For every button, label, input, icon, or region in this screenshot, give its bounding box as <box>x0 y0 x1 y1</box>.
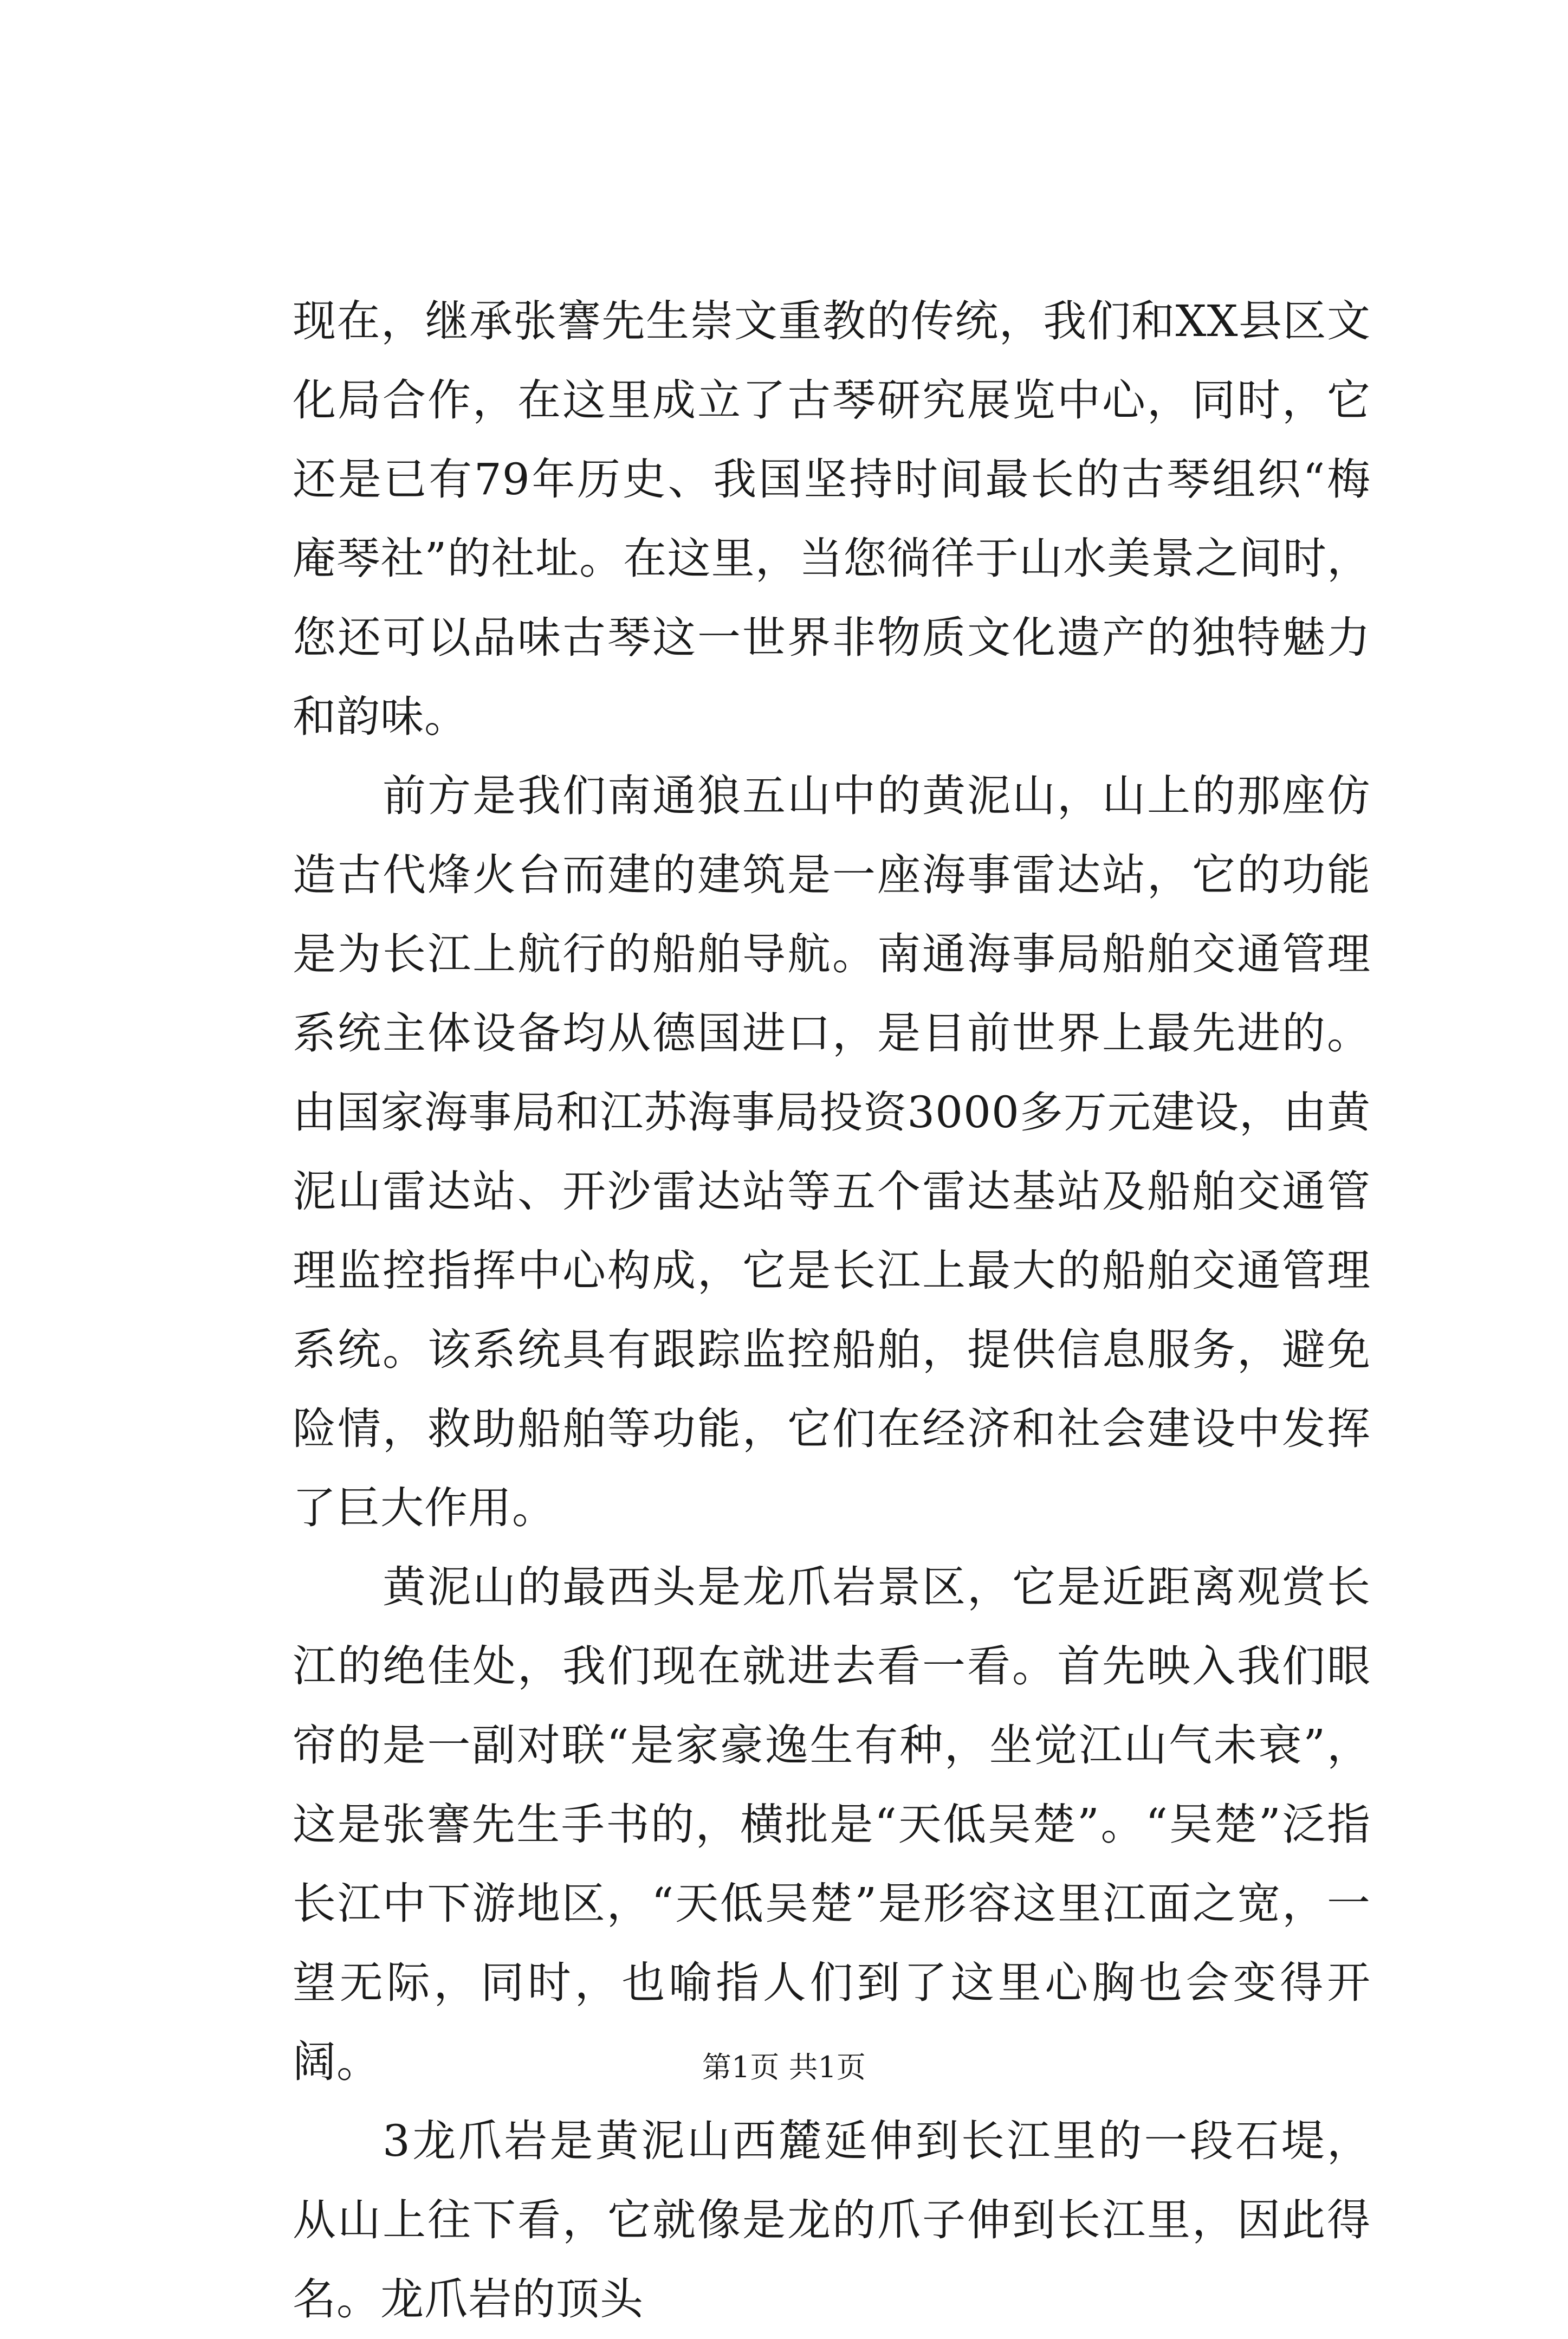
paragraph-4: 3龙爪岩是黄泥山西麓延伸到长江里的一段石堤，从山上往下看，它就像是龙的爪子伸到长江里，因此得名。龙爪岩的顶头 <box>293 2116 1371 2324</box>
document-body <box>293 282 1371 2339</box>
paragraph-3: 黄泥山的最西头是龙爪岩景区，它是近距离观赏长江的绝佳处，我们现在就进去看一看。首先映入我们眼帘的是一副对联“是家豪逸生有种，坐觉江山气未衰”，这是张謇先生手书的，横批是“天低吴楚”。“吴楚”泛指长江中下游地区，“天低吴楚”是形容这里江面之宽，一望无际，同时，也喻指人们到了这里心胸也会变得开阔。 <box>293 1562 1371 2087</box>
paragraph-1: 现在，继承张謇先生崇文重教的传统，我们和XX县区文化局合作，在这里成立了古琴研究展览中心，同时，它还是已有79年历史、我国坚持时间最长的古琴组织“梅庵琴社”的社址。在这里，当您徜徉于山水美景之间时，您还可以品味古琴这一世界非物质文化遗产的独特魅力和韵味。 <box>293 296 1371 742</box>
page-footer: 第1页 共1页 <box>702 2050 866 2084</box>
paragraph-2: 前方是我们南通狼五山中的黄泥山，山上的那座仿造古代烽火台而建的建筑是一座海事雷达站，它的功能是为长江上航行的船舶导航。南通海事局船舶交通管理系统主体设备均从德国进口，是目前世界上最先进的。由国家海事局和江苏海事局投资3000多万元建设，由黄泥山雷达站、开沙雷达站等五个雷达基站及船舶交通管理监控指挥中心构成，它是长江上最大的船舶交通管理系统。该系统具有跟踪监控船舶，提供信息服务，避免险情，救助船舶等功能，它们在经济和社会建设中发挥了巨大作用。 <box>293 771 1371 1533</box>
